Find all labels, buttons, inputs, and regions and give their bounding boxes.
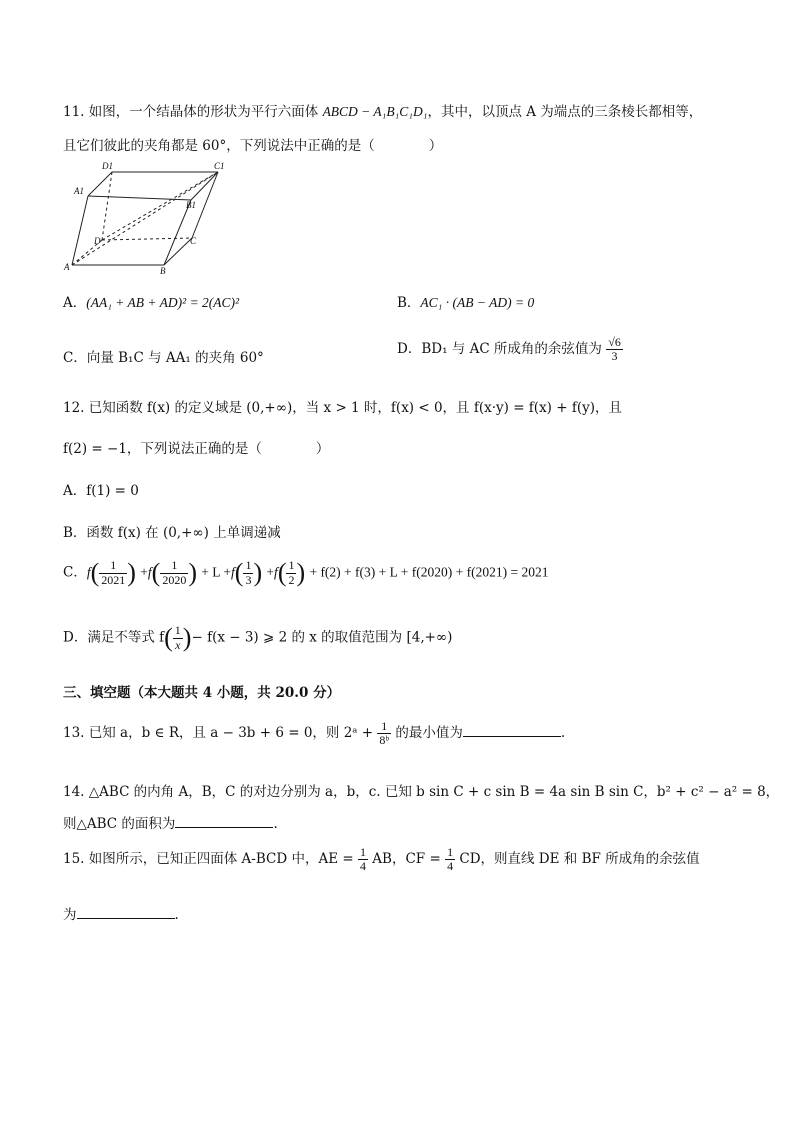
q11-option-c: C．向量 B₁C 与 AA₁ 的夹角 60° [63,350,264,366]
q13: 13. 已知 a，b ∈ R，且 a − 3b + 6 = 0，则 2ᵃ + $\frac{1}{\text{8ᵇ}}$ 的最小值为 . [63,719,566,748]
label-b1: B1 [186,200,196,210]
label-b: B [160,266,166,276]
q12-stem-line1: 12. 已知函数 f(x) 的定义域是 (0,+∞)，当 x > 1 时，f(x) < 0，且 f(x·y) = f(x) + f(y)，且 [63,400,622,416]
q12-option-a: A．f(1) = 0 [63,483,139,499]
label-c: C [190,236,197,246]
q14-answer-blank[interactable] [175,815,273,828]
q14-line2: 则△ABC 的面积为 . [63,816,278,832]
q11-shape-name: ABCD − A₁B₁C₁D₁ [322,104,428,119]
q11-d-denominator: 3 [611,349,618,364]
parallelepiped-figure [62,160,242,278]
q15-answer-blank[interactable] [77,906,175,919]
q12-option-d: D．满足不等式 f( $\frac{1}{x}$ )− f(x − 3) ⩾ 2 的 x 的取值范围为 [4,+∞) [63,623,453,652]
label-d: D [94,236,101,246]
q14-line1: 14. △ABC 的内角 A，B，C 的对边分别为 a，b，c. 已知 b sin C + c sin B = 4a sin B sin C，b² + c² − a² = 8， [63,784,780,800]
q12-option-c: C．f( $\frac{1}{2021}$ ) +f( $\frac{1}{2020}$ ) + L +f( $\frac{1}{3}$ ) +f( $\frac{1}{2}$ ) + f(2) + f(3) + L + f(2020) + f(2021) = 2021 [63,558,549,587]
q13-answer-blank[interactable] [463,724,561,737]
q11-stem-line1: 11. 如图，一个结晶体的形状为平行六面体 ABCD − A₁B₁C₁D₁，其中，以顶点 A 为端点的三条棱长都相等， [63,104,703,120]
q11-d-numerator: √6 [608,335,621,349]
q12-option-b: B．函数 f(x) 在 (0,+∞) 上单调递减 [63,525,281,541]
label-d1: D1 [102,161,113,171]
q11-stem-line2: 且它们彼此的夹角都是 60°，下列说法中正确的是（ ） [63,138,443,154]
q11-option-a: A．(AA₁ + AB + AD)² = 2(AC)² [63,295,240,311]
q12-stem-line2: f(2) = −1，下列说法正确的是（ ） [63,441,330,457]
q11-option-d: D．BD₁ 与 AC 所成角的余弦值为 $\frac{√6}{3}$ [397,335,621,364]
section-3-heading: 三、填空题（本大题共 4 小题，共 20.0 分） [63,685,341,701]
label-c1: C1 [214,161,225,171]
label-a1: A1 [74,186,84,196]
q15-line1: 15. 如图所示，已知正四面体 A-BCD 中，AE = $\frac{1}{4}$ AB，CF = $\frac{1}{4}$ CD，则直线 DE 和 BF 所成角的余弦值 [63,845,700,874]
q15-line2: 为 . [63,907,179,923]
q11-option-b: B．AC₁ · (AB − AD) = 0 [397,295,535,311]
label-a: A [64,262,70,272]
